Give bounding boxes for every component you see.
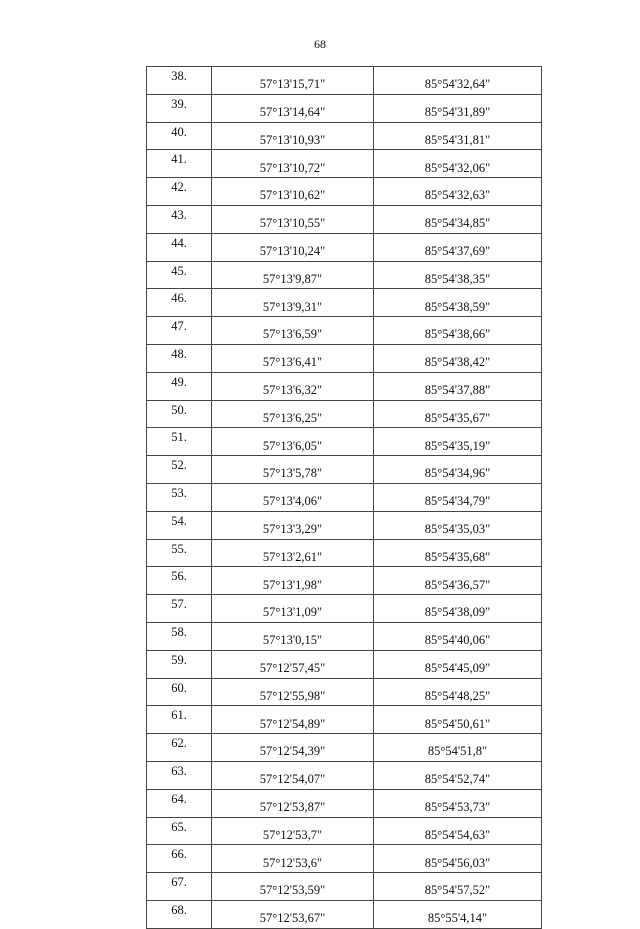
longitude-cell: 85°54'38,66" bbox=[374, 317, 542, 345]
longitude-cell: 85°54'32,64" bbox=[374, 67, 542, 95]
latitude-cell: 57°13'1,98" bbox=[212, 567, 374, 595]
longitude-cell: 85°54'31,81" bbox=[374, 122, 542, 150]
latitude-cell: 57°13'4,06" bbox=[212, 483, 374, 511]
coordinates-table bbox=[146, 66, 542, 929]
longitude-cell: 85°54'35,03" bbox=[374, 511, 542, 539]
table-row bbox=[147, 650, 542, 678]
point-number-cell: 66. bbox=[147, 845, 212, 873]
longitude-cell: 85°54'36,57" bbox=[374, 567, 542, 595]
latitude-cell: 57°13'14,64" bbox=[212, 94, 374, 122]
table-row bbox=[147, 122, 542, 150]
longitude-cell: 85°54'38,09" bbox=[374, 595, 542, 623]
table-row bbox=[147, 233, 542, 261]
longitude-cell: 85°54'50,61" bbox=[374, 706, 542, 734]
point-number-cell: 68. bbox=[147, 900, 212, 928]
latitude-cell: 57°13'10,62" bbox=[212, 178, 374, 206]
table-row bbox=[147, 595, 542, 623]
longitude-cell: 85°54'34,85" bbox=[374, 205, 542, 233]
longitude-cell: 85°55'4,14" bbox=[374, 900, 542, 928]
longitude-cell: 85°54'56,03" bbox=[374, 845, 542, 873]
point-number-cell: 64. bbox=[147, 789, 212, 817]
table-row bbox=[147, 400, 542, 428]
latitude-cell: 57°12'54,89" bbox=[212, 706, 374, 734]
latitude-cell: 57°13'10,24" bbox=[212, 233, 374, 261]
point-number-cell: 38. bbox=[147, 67, 212, 95]
longitude-cell: 85°54'35,67" bbox=[374, 400, 542, 428]
latitude-cell: 57°13'2,61" bbox=[212, 539, 374, 567]
longitude-cell: 85°54'34,79" bbox=[374, 483, 542, 511]
latitude-cell: 57°13'9,87" bbox=[212, 261, 374, 289]
point-number-cell: 43. bbox=[147, 205, 212, 233]
table-row bbox=[147, 67, 542, 95]
longitude-cell: 85°54'52,74" bbox=[374, 761, 542, 789]
latitude-cell: 57°12'53,6" bbox=[212, 845, 374, 873]
point-number-cell: 61. bbox=[147, 706, 212, 734]
point-number-cell: 55. bbox=[147, 539, 212, 567]
table-row bbox=[147, 261, 542, 289]
latitude-cell: 57°13'0,15" bbox=[212, 622, 374, 650]
table-row bbox=[147, 567, 542, 595]
latitude-cell: 57°13'10,93" bbox=[212, 122, 374, 150]
table-row bbox=[147, 483, 542, 511]
longitude-cell: 85°54'32,63" bbox=[374, 178, 542, 206]
latitude-cell: 57°12'53,7" bbox=[212, 817, 374, 845]
point-number-cell: 67. bbox=[147, 873, 212, 901]
table-row bbox=[147, 845, 542, 873]
table-row bbox=[147, 94, 542, 122]
longitude-cell: 85°54'54,63" bbox=[374, 817, 542, 845]
point-number-cell: 65. bbox=[147, 817, 212, 845]
point-number-cell: 50. bbox=[147, 400, 212, 428]
point-number-cell: 44. bbox=[147, 233, 212, 261]
coordinates-table-body bbox=[147, 67, 542, 929]
longitude-cell: 85°54'37,88" bbox=[374, 372, 542, 400]
point-number-cell: 56. bbox=[147, 567, 212, 595]
latitude-cell: 57°12'54,07" bbox=[212, 761, 374, 789]
point-number-cell: 47. bbox=[147, 317, 212, 345]
latitude-cell: 57°12'55,98" bbox=[212, 678, 374, 706]
latitude-cell: 57°12'54,39" bbox=[212, 734, 374, 762]
latitude-cell: 57°13'15,71" bbox=[212, 67, 374, 95]
longitude-cell: 85°54'32,06" bbox=[374, 150, 542, 178]
point-number-cell: 63. bbox=[147, 761, 212, 789]
longitude-cell: 85°54'31,89" bbox=[374, 94, 542, 122]
longitude-cell: 85°54'51,8" bbox=[374, 734, 542, 762]
latitude-cell: 57°13'9,31" bbox=[212, 289, 374, 317]
latitude-cell: 57°12'53,59" bbox=[212, 873, 374, 901]
table-row bbox=[147, 539, 542, 567]
latitude-cell: 57°13'10,55" bbox=[212, 205, 374, 233]
longitude-cell: 85°54'48,25" bbox=[374, 678, 542, 706]
point-number-cell: 54. bbox=[147, 511, 212, 539]
point-number-cell: 62. bbox=[147, 734, 212, 762]
table-row bbox=[147, 456, 542, 484]
longitude-cell: 85°54'53,73" bbox=[374, 789, 542, 817]
page-number: 68 bbox=[314, 37, 326, 51]
latitude-cell: 57°12'57,45" bbox=[212, 650, 374, 678]
latitude-cell: 57°13'6,59" bbox=[212, 317, 374, 345]
point-number-cell: 59. bbox=[147, 650, 212, 678]
table-row bbox=[147, 289, 542, 317]
table-row bbox=[147, 678, 542, 706]
point-number-cell: 60. bbox=[147, 678, 212, 706]
longitude-cell: 85°54'35,68" bbox=[374, 539, 542, 567]
latitude-cell: 57°13'6,05" bbox=[212, 428, 374, 456]
table-row bbox=[147, 734, 542, 762]
table-row bbox=[147, 511, 542, 539]
latitude-cell: 57°13'6,32" bbox=[212, 372, 374, 400]
longitude-cell: 85°54'57,52" bbox=[374, 873, 542, 901]
table-row bbox=[147, 622, 542, 650]
latitude-cell: 57°13'6,25" bbox=[212, 400, 374, 428]
table-row bbox=[147, 317, 542, 345]
point-number-cell: 51. bbox=[147, 428, 212, 456]
longitude-cell: 85°54'38,35" bbox=[374, 261, 542, 289]
point-number-cell: 49. bbox=[147, 372, 212, 400]
point-number-cell: 42. bbox=[147, 178, 212, 206]
latitude-cell: 57°12'53,67" bbox=[212, 900, 374, 928]
table-row bbox=[147, 873, 542, 901]
point-number-cell: 53. bbox=[147, 483, 212, 511]
table-row bbox=[147, 344, 542, 372]
point-number-cell: 41. bbox=[147, 150, 212, 178]
longitude-cell: 85°54'38,59" bbox=[374, 289, 542, 317]
point-number-cell: 48. bbox=[147, 344, 212, 372]
latitude-cell: 57°13'5,78" bbox=[212, 456, 374, 484]
point-number-cell: 45. bbox=[147, 261, 212, 289]
table-row bbox=[147, 372, 542, 400]
table-row bbox=[147, 428, 542, 456]
longitude-cell: 85°54'37,69" bbox=[374, 233, 542, 261]
table-row bbox=[147, 817, 542, 845]
longitude-cell: 85°54'45,09" bbox=[374, 650, 542, 678]
latitude-cell: 57°13'6,41" bbox=[212, 344, 374, 372]
point-number-cell: 40. bbox=[147, 122, 212, 150]
latitude-cell: 57°12'53,87" bbox=[212, 789, 374, 817]
latitude-cell: 57°13'1,09" bbox=[212, 595, 374, 623]
point-number-cell: 52. bbox=[147, 456, 212, 484]
point-number-cell: 58. bbox=[147, 622, 212, 650]
table-row bbox=[147, 761, 542, 789]
point-number-cell: 57. bbox=[147, 595, 212, 623]
point-number-cell: 46. bbox=[147, 289, 212, 317]
table-row bbox=[147, 150, 542, 178]
latitude-cell: 57°13'3,29" bbox=[212, 511, 374, 539]
longitude-cell: 85°54'35,19" bbox=[374, 428, 542, 456]
point-number-cell: 39. bbox=[147, 94, 212, 122]
table-row bbox=[147, 789, 542, 817]
latitude-cell: 57°13'10,72" bbox=[212, 150, 374, 178]
longitude-cell: 85°54'34,96" bbox=[374, 456, 542, 484]
longitude-cell: 85°54'40,06" bbox=[374, 622, 542, 650]
longitude-cell: 85°54'38,42" bbox=[374, 344, 542, 372]
table-row bbox=[147, 178, 542, 206]
table-row bbox=[147, 205, 542, 233]
table-row bbox=[147, 706, 542, 734]
